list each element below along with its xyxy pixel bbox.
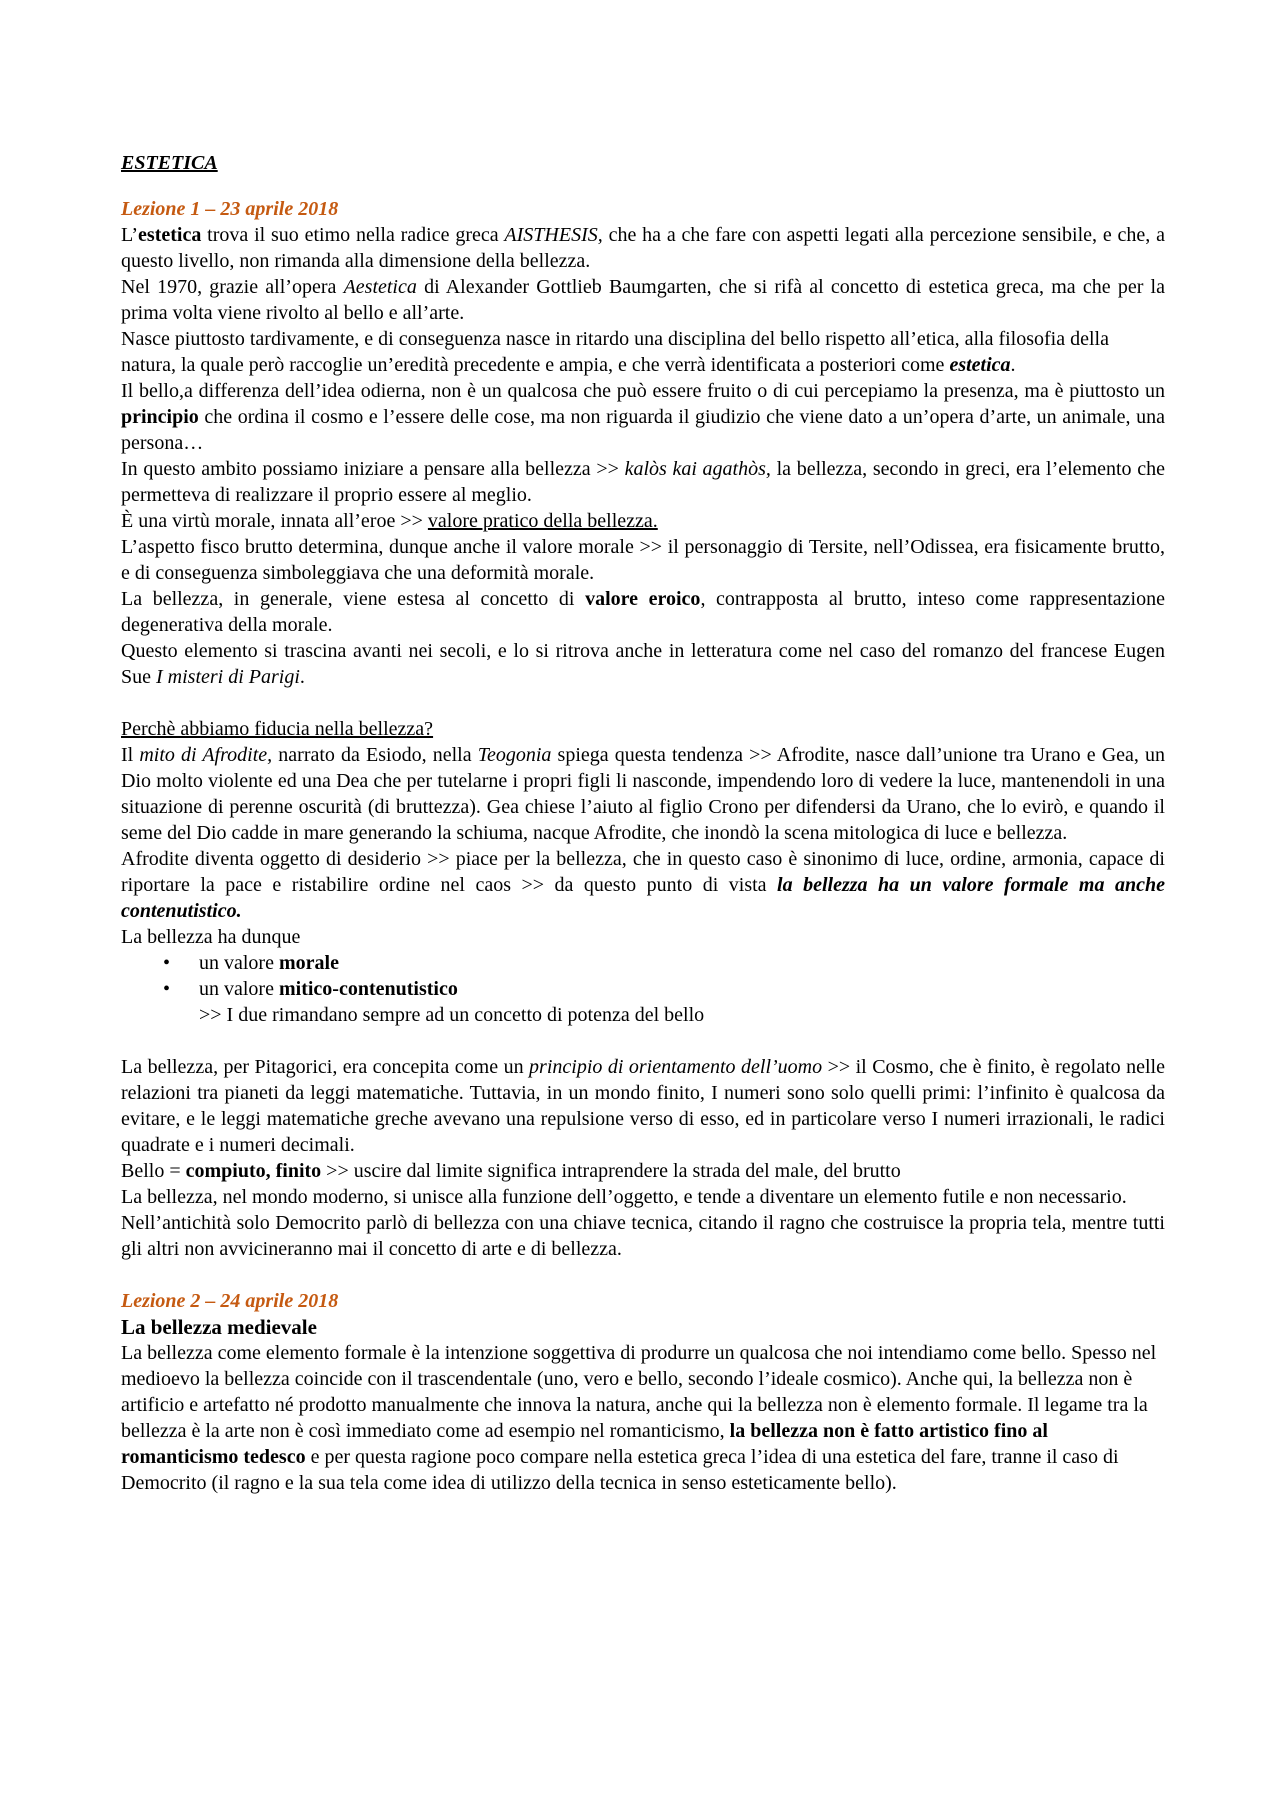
paragraph: L’aspetto fisco brutto determina, dunque anche il valore morale >> il personaggio di Tersite, nell’Odissea, era fisicamente brutto, e di conseguenza simboleggiava che una deformità morale.: [121, 536, 1165, 584]
spacer: [121, 1262, 1165, 1288]
paragraph: Il mito di Afrodite, narrato da Esiodo, nella Teogonia spiega questa tendenza >> Afrodite, nasce dall’unione tra Urano e Gea, un Dio molto violente ed una Dea che per tutelarne i propri figli li nasconde, impendendo loro di vedere la luce, mantenendoli in una situazione di perenne oscurità (di bruttezza). Gea chiese l’aiuto al figlio Crono per difendersi da Urano, che lo evirò, e quando il seme del Dio cadde in mare generando la schiuma, nacque Afrodite, che inondò la scena mitologica di luce e bellezza.: [121, 744, 1166, 844]
paragraph: È una virtù morale, innata all’eroe >> valore pratico della bellezza.: [121, 510, 658, 532]
paragraph: Questo elemento si trascina avanti nei secoli, e lo si ritrova anche in letteratura come nel caso del romanzo del francese Eugen Sue I misteri di Parigi.: [121, 640, 1165, 688]
paragraph: L’estetica trova il suo etimo nella radice greca AISTHESIS, che ha a che fare con aspetti legati alla percezione sensibile, e che, a questo livello, non rimanda alla dimensione della bellezza.: [121, 224, 1165, 272]
lesson-1-heading: Lezione 1 – 23 aprile 2018: [121, 198, 339, 220]
lesson-2-heading: Lezione 2 – 24 aprile 2018: [121, 1290, 339, 1312]
paragraph: Bello = compiuto, finito >> uscire dal limite significa intraprendere la strada del male, del brutto: [121, 1160, 901, 1182]
bullet-list: [121, 950, 1165, 1002]
paragraph: In questo ambito possiamo iniziare a pensare alla bellezza >> kalòs kai agathòs, la bellezza, secondo in greci, era l’elemento che permetteva di realizzare il proprio essere al meglio.: [121, 458, 1165, 506]
section-subheading: La bellezza medievale: [121, 1315, 317, 1339]
paragraph: Nell’antichità solo Democrito parlò di bellezza con una chiave tecnica, citando il ragno che costruisce la propria tela, mentre tutti gli altri non avvicineranno mai il concetto di arte e di bellezza.: [121, 1212, 1165, 1260]
paragraph: La bellezza, in generale, viene estesa al concetto di valore eroico, contrapposta al brutto, inteso come rappresentazione degenerativa della morale.: [121, 588, 1165, 636]
bullet-icon: •: [163, 978, 171, 1000]
paragraph: La bellezza ha dunque: [121, 926, 301, 948]
section-subheading: Perchè abbiamo fiducia nella bellezza?: [121, 718, 434, 740]
list-item: • un valore mitico-contenutistico: [163, 978, 458, 1000]
spacer: [121, 690, 1165, 716]
paragraph: Nasce piuttosto tardivamente, e di conseguenza nasce in ritardo una disciplina del bello rispetto all’etica, alla filosofia della natura, la quale però raccoglie un’eredità precedente e ampia, e che verrà identificata a posteriori come estetica.: [121, 328, 1109, 376]
paragraph: Nel 1970, grazie all’opera Aestetica di Alexander Gottlieb Baumgarten, che si rifà al concetto di estetica greca, ma che per la prima volta viene rivolto al bello e all’arte.: [121, 276, 1165, 324]
paragraph: La bellezza, per Pitagorici, era concepita come un principio di orientamento dell’uomo >> il Cosmo, che è finito, è regolato nelle relazioni tra pianeti da leggi matematiche. Tuttavia, in un mondo finito, I numeri sono solo quelli primi: l’infinito è qualcosa da evitare, e le leggi matematiche greche avevano una repulsione verso di esso, ed in particolare verso I numeri irrazionali, le radici quadrate e i numeri decimali.: [121, 1056, 1165, 1156]
paragraph: Il bello,a differenza dell’idea odierna, non è un qualcosa che può essere fruito o di cui percepiamo la presenza, ma è piuttosto un principio che ordina il cosmo e l’essere delle cose, ma non riguarda il giudizio che viene dato a un’opera d’arte, un animale, una persona…: [121, 380, 1165, 454]
spacer: [121, 1028, 1165, 1054]
paragraph: La bellezza, nel mondo moderno, si unisce alla funzione dell’oggetto, e tende a diventare un elemento futile e non necessario.: [121, 1186, 1127, 1208]
list-note: >> I due rimandano sempre ad un concetto di potenza del bello: [199, 1004, 705, 1026]
document-body: [121, 150, 1165, 1496]
bullet-icon: •: [163, 952, 171, 974]
document-title: ESTETICA: [121, 152, 218, 174]
paragraph: Afrodite diventa oggetto di desiderio >> piace per la bellezza, che in questo caso è sinonimo di luce, ordine, armonia, capace di riportare la pace e ristabilire ordine nel caos >> da questo punto di vista la bellezza ha un valore formale ma anche contenutistico.: [121, 848, 1165, 922]
paragraph: La bellezza come elemento formale è la intenzione soggettiva di produrre un qualcosa che noi intendiamo come bello. Spesso nel medioevo la bellezza coincide con il trascendentale (uno, vero e bello, secondo l’ideale cosmico). Anche qui, la bellezza non è artificio e artefatto né prodotto manualmente che innova la natura, anche qui la bellezza non è elemento formale. Il legame tra la bellezza è la arte non è così immediato come ad esempio nel romanticismo, la bellezza non è fatto artistico fino al romanticismo tedesco e per questa ragione poco compare nella estetica greca l’idea di una estetica del fare, tranne il caso di Democrito (il ragno e la sua tela come idea di utilizzo della tecnica in senso esteticamente bello).: [121, 1342, 1157, 1494]
list-item: • un valore morale: [163, 952, 339, 974]
